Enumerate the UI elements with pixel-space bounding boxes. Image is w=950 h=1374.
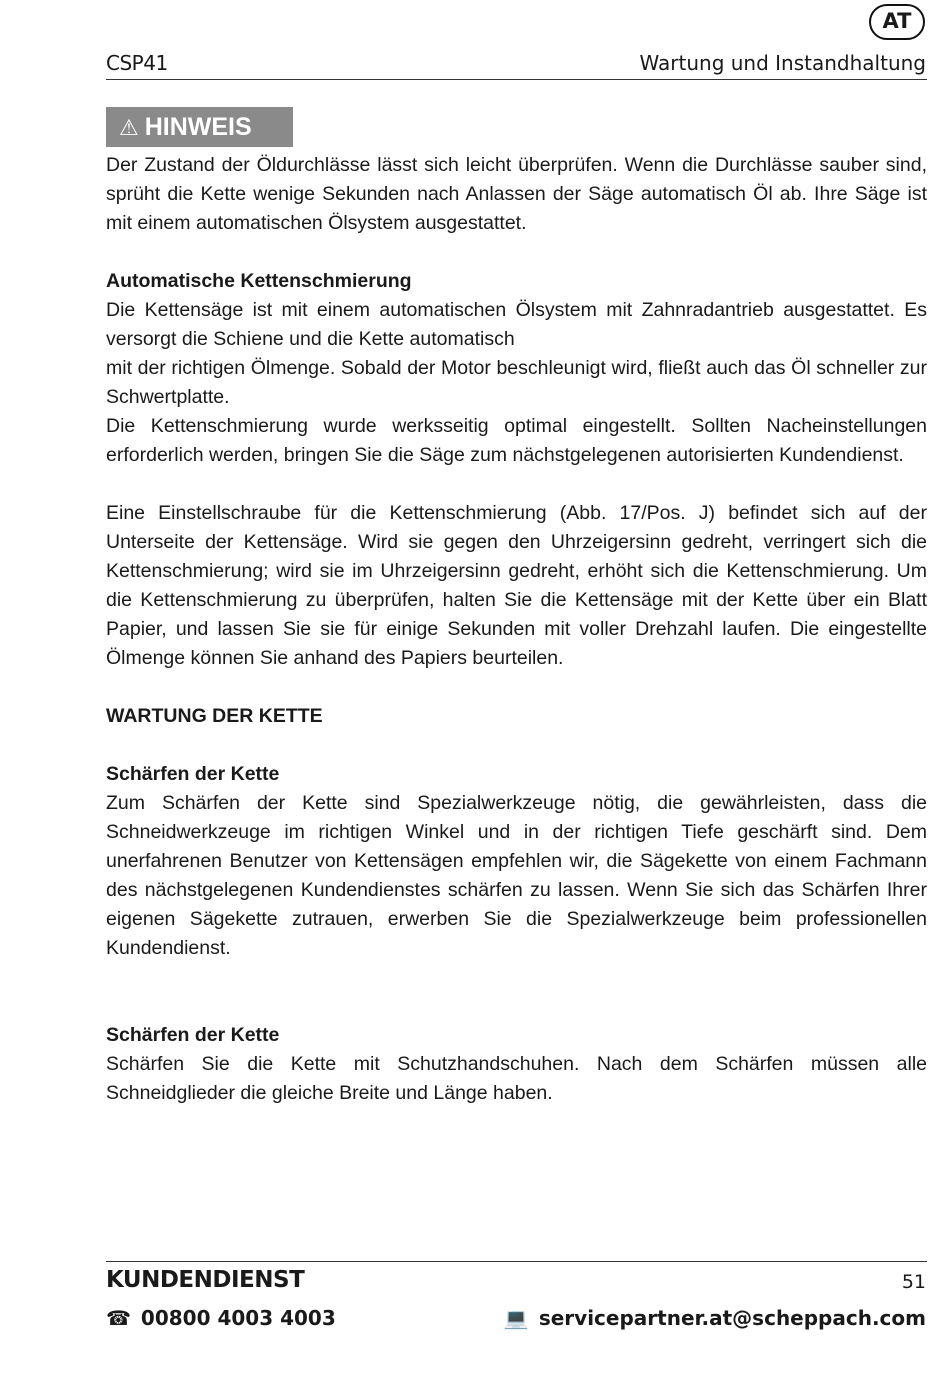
laptop-icon: 💻 bbox=[503, 1306, 529, 1330]
sharpen-heading-2: Schärfen der Kette bbox=[106, 1024, 280, 1046]
lubrication-paragraph-1a: Die Kettensäge ist mit einem automatischen Ölsystem mit Zahnradantrieb ausgestattet. Es versorgt die Schiene und die Kette automatisch bbox=[106, 299, 927, 350]
notice-text: Der Zustand der Öldurchlässe lässt sich leicht überprüfen. Wenn die Durchlässe sauber sind, sprüht die Kette wenige Sekunden nach Anlassen der Säge automatisch Öl ab. Ihre Säge ist mit einem automatischen Ölsystem ausgestattet. bbox=[106, 154, 927, 234]
page-number: 51 bbox=[901, 1271, 926, 1293]
notice-label: HINWEIS bbox=[144, 113, 252, 141]
phone-icon: ☎ bbox=[106, 1306, 131, 1330]
chain-maintenance-heading: WARTUNG DER KETTE bbox=[106, 705, 323, 727]
footer-divider bbox=[106, 1261, 927, 1262]
notice-box bbox=[106, 107, 293, 147]
footer-title: KUNDENDIENST bbox=[106, 1267, 305, 1293]
lubrication-paragraph-1b: mit der richtigen Ölmenge. Sobald der Motor beschleunigt wird, fließt auch das Öl schneller zur Schwertplatte. bbox=[106, 357, 927, 408]
warning-triangle-icon: ⚠ bbox=[119, 115, 139, 140]
sharpen-heading-1: Schärfen der Kette bbox=[106, 763, 280, 785]
lubrication-paragraph-2: Eine Einstellschraube für die Kettenschmierung (Abb. 17/Pos. J) befindet sich auf der Unterseite der Kettensäge. Wird sie gegen den Uhrzeigersinn gedreht, verringert sich die Kettenschmierung; wird sie im Uhrzeigersinn gedreht, erhöht sich die Kettenschmierung. Um die Kettenschmierung zu überprüfen, halten Sie die Kettensäge mit der Kette über ein Blatt Papier, und lassen Sie sie für einige Sekunden mit voller Drehzahl laufen. Die eingestellte Ölmenge können Sie anhand des Papiers beurteilen. bbox=[106, 502, 927, 669]
main-content bbox=[106, 151, 927, 1108]
email-address: servicepartner.at@scheppach.com bbox=[538, 1306, 926, 1330]
country-badge: AT bbox=[869, 4, 925, 40]
section-title: Wartung und Instandhaltung bbox=[639, 51, 926, 75]
lubrication-paragraph-1c: Die Kettenschmierung wurde werksseitig optimal eingestellt. Sollten Nacheinstellungen erforderlich werden, bringen Sie die Säge zum nächstgelegenen autorisierten Kundendienst. bbox=[106, 415, 927, 466]
sharpen-text-2: Schärfen Sie die Kette mit Schutzhandschuhen. Nach dem Schärfen müssen alle Schneidglieder die gleiche Breite und Länge haben. bbox=[106, 1053, 927, 1104]
phone-contact bbox=[106, 1306, 336, 1330]
model-name: CSP41 bbox=[106, 51, 168, 75]
email-contact bbox=[504, 1306, 926, 1330]
header-divider bbox=[106, 79, 927, 80]
lubrication-heading: Automatische Kettenschmierung bbox=[106, 270, 412, 292]
phone-number: 00800 4003 4003 bbox=[140, 1306, 336, 1330]
sharpen-text-1: Zum Schärfen der Kette sind Spezialwerkzeuge nötig, die gewährleisten, dass die Schneidwerkzeuge im richtigen Winkel und in der richtigen Tiefe geschärft sind. Dem unerfahrenen Benutzer von Kettensägen empfehlen wir, die Sägekette von einem Fachmann des nächstgelegenen Kundendienstes schärfen zu lassen. Wenn Sie sich das Schärfen Ihrer eigenen Sägekette zutrauen, erwerben Sie die Spezialwerkzeuge beim professionellen Kundendienst. bbox=[106, 792, 927, 959]
